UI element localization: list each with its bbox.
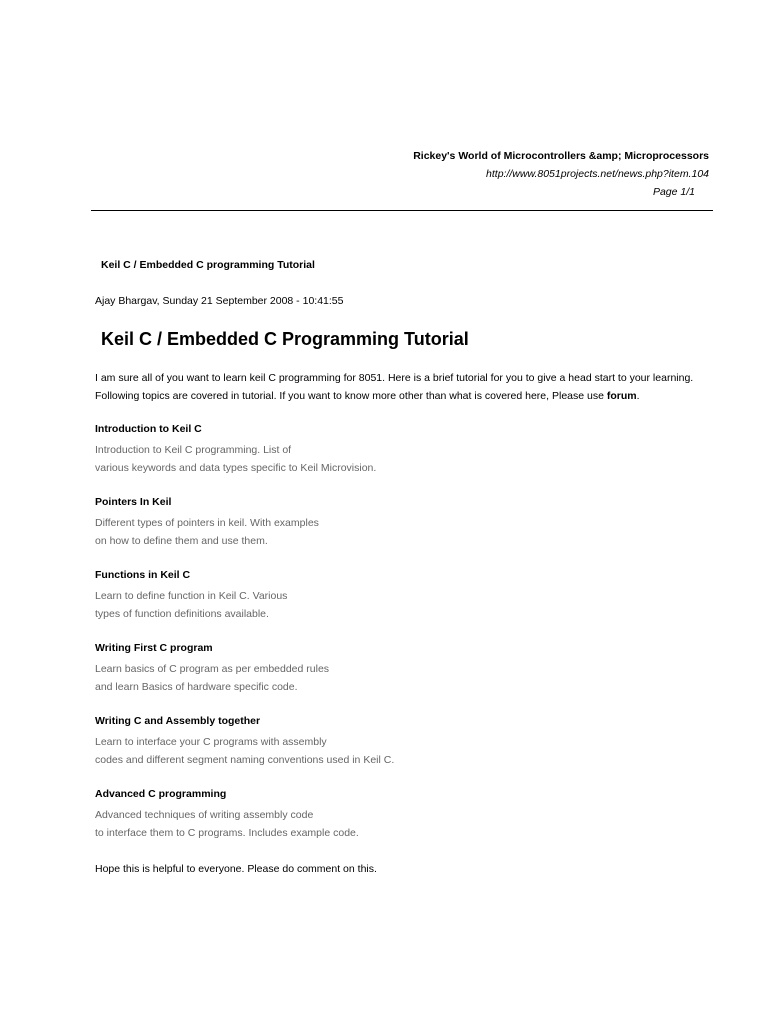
page-header [413,150,709,199]
article-byline: Ajay Bhargav, Sunday 21 September 2008 - 10:41:55 [95,295,344,307]
topic-title: Writing C and Assembly together [95,715,261,727]
topic-desc-line-1: Learn to interface your C programs with assembly [95,736,327,748]
topic-title: Introduction to Keil C [95,423,202,435]
list-item [95,496,695,569]
source-url[interactable]: http://www.8051projects.net/news.php?item.104 [486,168,709,180]
topic-desc-line-2: on how to define them and use them. [95,535,268,547]
intro-line-2: Following topics are covered in tutorial. If you want to know more other than what is covered here, Please use [95,390,607,402]
topic-desc-line-2: codes and different segment naming conventions used in Keil C. [95,754,395,766]
list-item [95,715,695,788]
topic-desc-line-2: types of function definitions available. [95,608,269,620]
topic-desc-line-1: Different types of pointers in keil. With examples [95,517,319,529]
topic-desc-line-2: and learn Basics of hardware specific code. [95,681,298,693]
topic-desc-line-1: Introduction to Keil C programming. List of [95,444,292,456]
intro-line-1: I am sure all of you want to learn keil C programming for 8051. Here is a brief tutorial for you to give a head start to your learning. [95,372,694,384]
topic-desc-line-1: Learn basics of C program as per embedded rules [95,663,330,675]
list-item [95,569,695,642]
article-intro [95,369,715,405]
list-item [95,788,695,861]
intro-line-2-end: . [636,390,640,402]
topic-desc-line-1: Advanced techniques of writing assembly code [95,809,314,821]
topic-desc-line-1: Learn to define function in Keil C. Various [95,590,288,602]
site-name: Rickey's World of Microcontrollers &amp; Microprocessors [413,150,709,162]
list-item [95,423,695,496]
forum-link[interactable]: forum [606,390,637,402]
topic-desc-line-2: various keywords and data types specific to Keil Microvision. [95,462,377,474]
topic-list [95,423,695,861]
topic-desc-line-2: to interface them to C programs. Includes example code. [95,827,359,839]
header-divider [91,210,713,211]
topic-title: Writing First C program [95,642,213,654]
article-title: Keil C / Embedded C Programming Tutorial [101,329,469,349]
article-outro: Hope this is helpful to everyone. Please do comment on this. [95,863,377,875]
list-item [95,642,695,715]
topic-title: Functions in Keil C [95,569,191,581]
page-number: Page 1/1 [652,186,695,198]
topic-title: Advanced C programming [95,788,227,800]
topic-title: Pointers In Keil [95,496,172,508]
article-small-title: Keil C / Embedded C programming Tutorial [101,259,315,271]
